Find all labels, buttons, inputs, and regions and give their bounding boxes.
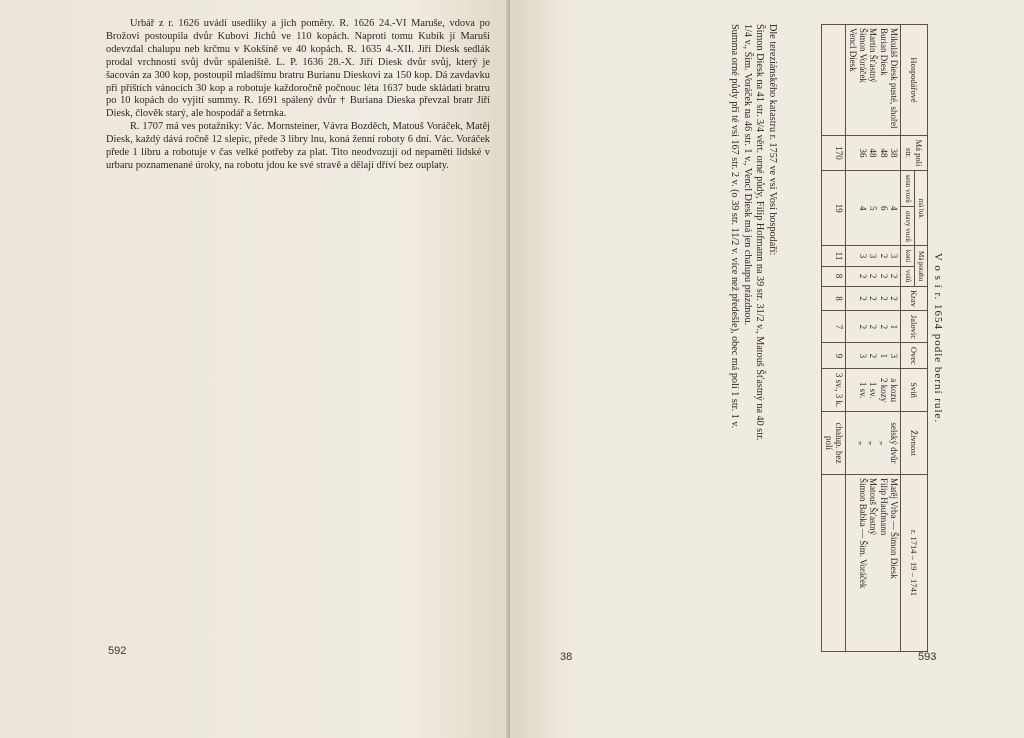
cell-voli: 2 2 2 2 (846, 266, 901, 286)
notes-intro: Dle tereziánského katastru r. 1757 ve vsi Vosí hospodaří: (767, 24, 778, 256)
col-header-maluk: má luk (914, 171, 927, 246)
cell-rok: Matěj Vrba — Šimon Diesk Filip Haufmann Matouš Šťastný Šimon Babka — Šim. Voráček (846, 475, 901, 652)
table-title: V o s í r. 1654 podle berní rule. (932, 252, 944, 424)
cell-kone: 3 2 3 3 (846, 246, 901, 266)
paragraph: R. 1707 má ves potažníky: Vác. Mornsteiner, Vávra Bozděch, Matouš Voráček, Matěj Diesk, každý dává ročně 12 slepic, přede 3 libry lnu, koná ženní roboty 6 dní. Vác. Voráček přede 1 libru a robotuje v čas velké potřeby za plat. Tito neodvozují od nepaměti lidské v urbaru poznamenané úroky, na robotu jdou ke své stravě a dělají dříví bez ouplaty. (106, 121, 490, 171)
cell-zivnost: selský dvůr „ „ „ (846, 412, 901, 475)
col-header-voli: volů (901, 266, 914, 286)
col-header-poli: Má polí str. (901, 136, 928, 171)
col-header-otavy: otavy vozů (901, 207, 914, 246)
cell-ovec: 3 1 2 3 (846, 343, 901, 369)
left-page (0, 0, 510, 738)
census-table (821, 24, 928, 652)
page-number-right: 593 (918, 651, 937, 663)
cell-svin: 3 sv., 3 k. (822, 369, 846, 412)
table-row (846, 25, 901, 652)
col-header-senn: senn vozů (901, 171, 914, 207)
col-header-kone: koní (901, 246, 914, 266)
cell-krav: 2 2 2 2 (846, 286, 901, 311)
paragraph: Urbář z r. 1626 uvádí usedlíky a jich poměry. R. 1626 24.-VI Maruše, vdova po Brožovi postoupila dvůr Kubovi Jichů ve 110 kopách. Naproti tomu Kubík jí Maruši odevzdal chalupu neb krčmu v Kokšíně ve 40 kopách. R. 1635 4.-XII. Jiří Diesk sedlák prodal vrchnosti svůj dvůr spáleniště. L. P. 1636 28.-X. Jiří Diesk dvůr svůj, který je šacován za 300 kop, postoupil mladšímu bratru Burianu Dieskovi za 150 kop. Dá zavdavku při příštích vánocích 30 kop a robotuje každoročně počnouc léta 1637 bude skládati bratru po 10 kopách do vyjití summy. R. 1691 spálený dvůr † Buriana Dieska převzal bratr Jiří Diesk, člověk starý, ale hospodář a šetrnka. (106, 18, 490, 120)
col-header-potah: Má potahu (914, 246, 927, 286)
page-number-gutter: 38 (560, 651, 573, 663)
cell-poli: 38 48 48 36 (846, 136, 901, 171)
col-header-ovec: Ovec (901, 343, 928, 369)
cell-krav: 8 (822, 286, 846, 311)
cell-kone: 11 (822, 246, 846, 266)
cell-hosp: Mikuláš Diesk pusté, shořel Burian Diesk Martin Šťastný Šimon Voráček Vencl Diesk (846, 25, 901, 136)
notes-line: 1/4 v., Šim. Voráček na 46 str. 1 v., Vencl Diesk má jen chalupu prázdnou. (741, 24, 753, 326)
col-header-krav: Krav (901, 286, 928, 311)
cell-ovec: 9 (822, 343, 846, 369)
table-row-total (822, 25, 846, 652)
cadastre-notes (728, 24, 778, 652)
col-header-jalovic: Jalovic (901, 311, 928, 343)
cell-poli: 170 (822, 136, 846, 171)
cell-voli: 8 (822, 266, 846, 286)
left-page-text (106, 18, 490, 173)
cell-jalovic: 1 2 2 2 (846, 311, 901, 343)
rotated-table-block (700, 24, 944, 652)
col-header-svin: Sviň (901, 369, 928, 412)
notes-line: Šimon Diesk na 41 str. 3/4 věrt. orné půdy, Filip Hofmann na 39 str. 31/2 v., Matouš Šťastný na 40 str. (754, 24, 766, 441)
cell-svin: a kozu 2 kozy 1 sv. 1 sv. (846, 369, 901, 412)
cell-hosp (822, 25, 846, 136)
notes-line: Summa orné půdy při té vsi 167 str. 2 v. (o 39 str. 11/2 v. více než předešle), obec má polí 1 str. 1 v. (729, 24, 741, 429)
col-header-zivnost: Živnost (901, 412, 928, 475)
cell-rok (822, 475, 846, 652)
cell-zivnost: chalup. bez polí (822, 412, 846, 475)
cell-jalovic: 7 (822, 311, 846, 343)
cell-senn: 19 (822, 171, 846, 246)
col-header-rok: r. 1714 – 19 – 1741 (901, 475, 928, 652)
cell-senn: 4 6 5 4 (846, 171, 901, 246)
col-header-hosp: Hospodářové (901, 25, 928, 136)
page-number-left: 592 (108, 645, 127, 657)
